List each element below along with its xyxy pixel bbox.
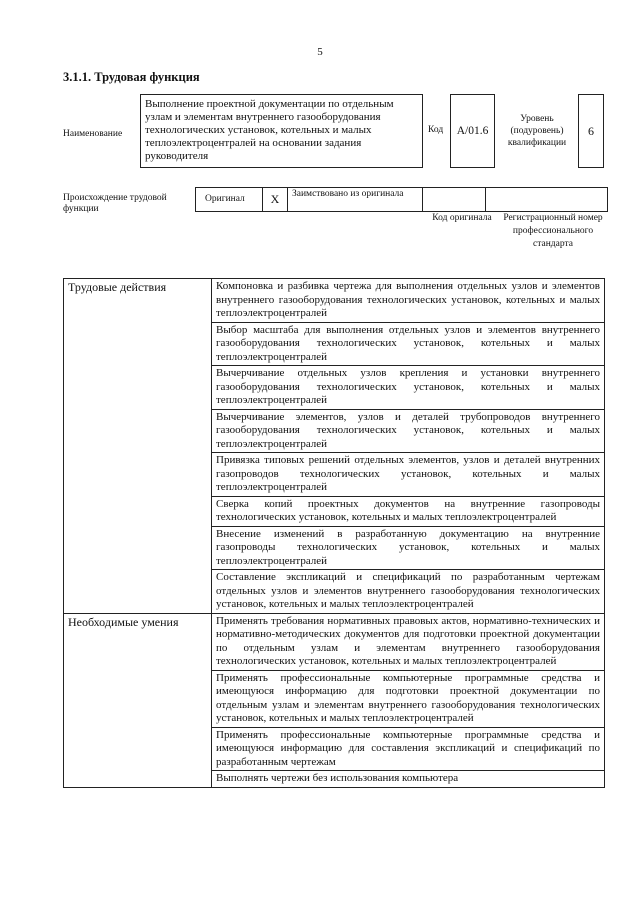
original-mark: X	[262, 187, 288, 212]
table-item: Применять профессиональные компьютерные программные средства и имеющуюся информацию для подготовки проектной документации по отдельным узлам и элементам внутреннего газооборудования технологических установок, котельных и малых теплоэлектроцентралей	[212, 670, 605, 727]
origin-label: Происхождение трудовой функции	[63, 193, 167, 214]
section-heading: Необходимые умения	[64, 613, 212, 787]
name-label: Наименование	[63, 129, 123, 139]
table-body	[64, 279, 605, 788]
registration-number-cell	[485, 187, 608, 212]
level-label: Уровень (подуровень) квалификации	[507, 114, 567, 148]
table-item: Вычерчивание элементов, узлов и деталей трубопроводов внутреннего газооборудования технологических установок, котельных и малых теплоэлектроцентралей	[212, 409, 605, 453]
table-item: Выполнять чертежи без использования компьютера	[212, 771, 605, 788]
page-number: 5	[317, 46, 323, 58]
table-item: Сверка копий проектных документов на внутренние газопроводы технологических установок, котельных и малых теплоэлектроцентралей	[212, 496, 605, 526]
table-item: Применять профессиональные компьютерные программные средства и имеющуюся информацию для составления экспликаций и спецификаций по разработанным чертежам	[212, 727, 605, 771]
table-row	[64, 613, 605, 670]
table-item: Вычерчивание отдельных узлов крепления и установки внутреннего газооборудования технологических установок, котельных и малых теплоэлектроцентралей	[212, 366, 605, 410]
function-name: Выполнение проектной документации по отдельным узлам и элементам внутреннего газооборудования технологических установок, котельных и малых теплоэлектроцентралей на основании задания руководителя	[140, 94, 423, 168]
qualification-level: 6	[578, 94, 604, 168]
original-code-cell	[422, 187, 486, 212]
origin-row	[196, 187, 608, 212]
original-label: Оригинал	[195, 187, 263, 212]
function-details-table	[63, 278, 605, 788]
function-code: A/01.6	[450, 94, 495, 168]
code-label: Код	[428, 125, 444, 135]
table-item: Компоновка и разбивка чертежа для выполнения отдельных узлов и элементов внутреннего газооборудования технологических установок, котельных и малых теплоэлектроцентралей	[212, 279, 605, 323]
table-item: Внесение изменений в разработанную документацию на внутренние газопроводы технологических установок, котельных и малых теплоэлектроцентралей	[212, 526, 605, 570]
table-row	[64, 279, 605, 323]
registration-caption: Регистрационный номер профессионального стандарта	[503, 213, 603, 249]
section-title: 3.1.1. Трудовая функция	[63, 70, 200, 84]
original-code-caption: Код оригинала	[432, 213, 492, 223]
borrowed-label: Заимствовано из оригинала	[287, 187, 423, 212]
table-item: Привязка типовых решений отдельных элементов, узлов и деталей внутренних газопроводов технологических установок, котельных и малых теплоэлектроцентралей	[212, 453, 605, 497]
table-item: Составление экспликаций и спецификаций по разработанным чертежам отдельных узлов и элементов внутреннего газооборудования технологических установок, котельных и малых теплоэлектроцентралей	[212, 570, 605, 614]
table-item: Выбор масштаба для выполнения отдельных узлов и элементов внутреннего газооборудования технологических установок, котельных и малых теплоэлектроцентралей	[212, 322, 605, 366]
table-item: Применять требования нормативных правовых актов, нормативно-технических и нормативно-методических документов для подготовки проектной документации по отдельным узлам и элементам внутреннего газооборудования технологических установок, котельных и малых теплоэлектроцентралей	[212, 613, 605, 670]
section-heading: Трудовые действия	[64, 279, 212, 614]
